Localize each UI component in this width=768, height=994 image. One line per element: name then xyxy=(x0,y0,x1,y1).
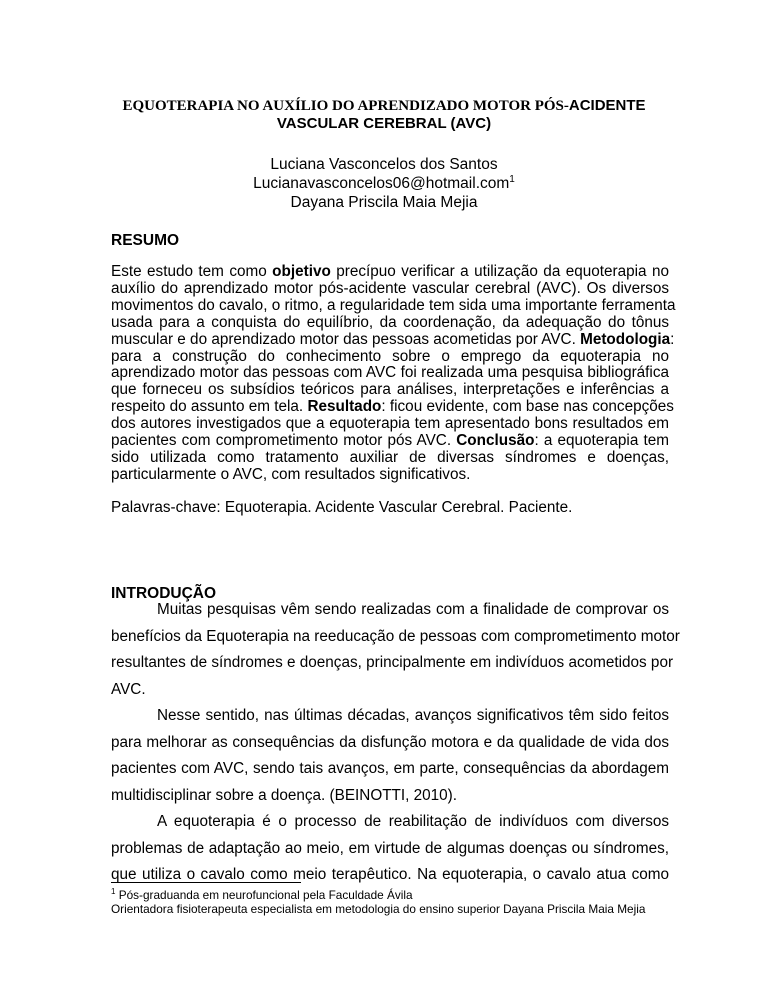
abstract-line: Este estudo tem como objetivo precípuo verificar a utilização da equoterapia no xyxy=(111,263,670,280)
intro-paragraph-3 xyxy=(111,809,669,889)
body-line: multidisciplinar sobre a doença. (BEINOTTI, 2010). xyxy=(111,786,458,804)
body-line: para melhorar as consequências da disfunção motora e da qualidade de vida dos xyxy=(111,733,669,751)
abstract-paragraph xyxy=(111,263,676,484)
abstract-line: dos autores investigados que a equoterapia tem apresentado bons resultados em xyxy=(111,415,669,433)
body-line: Muitas pesquisas vêm sendo realizadas com a finalidade de comprovar os xyxy=(157,601,669,618)
body-line: pacientes com AVC, sendo tais avanços, em parte, consequências da abordagem xyxy=(111,760,669,777)
abstract-line: auxílio do aprendizado motor pós-acidente vascular cerebral (AVC). Os diversos xyxy=(111,279,669,297)
abstract-line: que forneceu os subsídios teóricos para análises, interpretações e inferências a xyxy=(111,381,669,399)
title-line-1: EQUOTERAPIA NO AUXÍLIO DO APRENDIZADO MOTOR PÓS-ACIDENTE xyxy=(122,97,646,114)
advisor-name: Dayana Priscila Maia Mejia xyxy=(290,194,478,211)
abstract-line: respeito do assunto em tela. Resultado: ficou evidente, com base nas concepções xyxy=(111,398,674,416)
abstract-line: sido utilizada como tratamento auxiliar de diversas síndromes e doenças, xyxy=(111,448,669,466)
author-name: Luciana Vasconcelos dos Santos xyxy=(270,156,498,173)
author-email: Lucianavasconcelos06@hotmail.com$^1$ xyxy=(253,173,515,192)
body-line: AVC. xyxy=(111,680,146,698)
paper-title xyxy=(0,97,768,132)
intro-paragraph-2 xyxy=(111,703,669,809)
body-line: Nesse sentido, nas últimas décadas, avanços significativos têm sido feitos xyxy=(157,707,669,724)
body-line: problemas de adaptação ao meio, em virtude de algumas doenças ou síndromes, xyxy=(111,839,669,857)
abstract-line: particularmente o AVC, com resultados significativos. xyxy=(111,465,471,483)
abstract-line: movimentos do cavalo, o ritmo, a regularidade tem sida uma importante ferramenta xyxy=(111,296,676,314)
keywords-line: Palavras-chave: Equoterapia. Acidente Vascular Cerebral. Paciente. xyxy=(111,499,573,516)
title-line-2: VASCULAR CEREBRAL (AVC) xyxy=(276,115,492,132)
footnote-2: Orientadora fisioterapeuta especialista em metodologia do ensino superior Dayana Priscila Maia Mejia xyxy=(111,901,646,916)
resumo-heading: RESUMO xyxy=(111,232,180,249)
abstract-line: pacientes com comprometimento motor pós AVC. Conclusão: a equoterapia tem xyxy=(111,432,669,450)
body-line: que utiliza o cavalo como meio terapêutico. Na equoterapia, o cavalo atua como xyxy=(111,866,669,883)
footnote-divider xyxy=(111,882,301,883)
body-line: benefícios da Equoterapia na reeducação de pessoas com comprometimento motor xyxy=(111,627,680,645)
abstract-line: usada para a conquista do equilíbrio, da coordenação, da adequação do tônus xyxy=(111,313,669,331)
abstract-line: aprendizado motor das pessoas com AVC foi realizada uma pesquisa bibliográfica xyxy=(111,364,669,382)
abstract-line: muscular e do aprendizado motor das pessoas acometidas por AVC. Metodologia: xyxy=(111,330,675,348)
authors-block xyxy=(0,155,768,212)
body-line: resultantes de síndromes e doenças, principalmente em indivíduos acometidos por xyxy=(111,654,674,671)
footnotes xyxy=(111,885,645,916)
introducao-heading: INTRODUÇÃO xyxy=(111,585,217,602)
body-line: A equoterapia é o processo de reabilitação de indivíduos com diversos xyxy=(157,813,669,830)
footnote-1: $^1$ Pós-graduanda em neurofuncional pela Faculdade Ávila xyxy=(111,887,413,902)
footnote-marker: 1 xyxy=(509,173,515,185)
intro-paragraph-1 xyxy=(111,597,680,703)
abstract-line: para a construção do conhecimento sobre o emprego da equoterapia no xyxy=(111,347,669,365)
